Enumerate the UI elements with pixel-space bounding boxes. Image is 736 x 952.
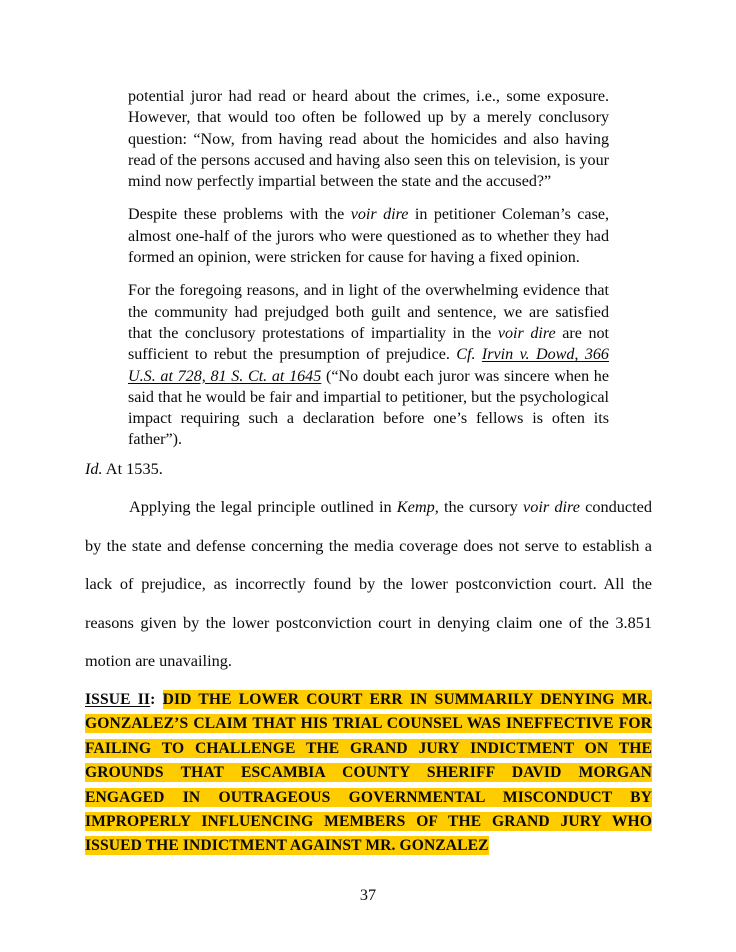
body-paragraph-applying-kemp <box>85 488 652 681</box>
blockquote-p2-text-after-italic: in petitioner Coleman’s case, almost one-half of the jurors who were questioned as to whether they had formed an opinion, were stricken for cause for having a fixed opinion. <box>128 206 610 267</box>
blockquote-paragraph-2 <box>128 204 609 268</box>
body-argument-section <box>85 488 652 681</box>
issue-heading-colon: : <box>150 691 156 708</box>
citation-id-at-1535 <box>85 450 652 489</box>
citation-page-reference: At 1535. <box>102 459 163 478</box>
blockquote-p3-text-1: For the foregoing reasons, and in light of the overwhelming evidence that the community had prejudged both guilt and sentence, we are satisfied that the conclusory protestations of impartiality in the <box>128 282 609 342</box>
blockquote-paragraph-3 <box>128 280 609 450</box>
body-p1-italic-voir-dire: voir dire <box>522 497 580 516</box>
citation-italic-id: Id. <box>85 459 103 478</box>
body-citation-line <box>85 450 652 489</box>
body-p1-text-2: , the cursory <box>434 497 523 516</box>
issue-heading-highlighted-text: DID THE LOWER COURT ERR IN SUMMARILY DENYING MR. GONZALEZ’S CLAIM THAT HIS TRIAL COUNSEL WAS INEFFECTIVE FOR FAILING TO CHALLENGE THE GRAND JURY INDICTMENT ON THE GROUNDS THAT ESCAMBIA COUNTY SHERIFF DAVID MORGAN ENGAGED IN OUTRAGEOUS GOVERNMENTAL MISCONDUCT BY IMPROPERLY INFLUENCING MEMBERS OF THE GRAND JURY WHO ISSUED THE INDICTMENT AGAINST MR. GONZALEZ <box>85 691 652 855</box>
page-number: 37 <box>359 886 377 904</box>
blockquote-p3-case-citation: Irvin v. Dowd, 366 U.S. at 728, 81 S. Ct. at 1645 <box>128 346 609 385</box>
blockquote-section <box>128 86 609 451</box>
blockquote-p3-text-2: are not sufficient to rebut the presumption of prejudice. <box>128 324 610 364</box>
issue-heading-label: ISSUE II <box>85 691 151 708</box>
blockquote-p1-text: potential juror had read or heard about the crimes, i.e., some exposure. However, that would too often be followed up by a merely conclusory question: “Now, from having read about the homicides and also having read of the persons accused and having also seen this on television, is your mind now perfectly impartial between the state and the accused?” <box>128 88 609 191</box>
blockquote-p2-italic-voir-dire: voir dire <box>350 206 409 224</box>
issue-heading-space <box>155 691 162 708</box>
blockquote-p3-text-3: (“No doubt each juror was sincere when he said that he would be fair and impartial to petitioner, but the psychological impact requiring such a declaration before one’s fellows is often its father”). <box>128 367 609 449</box>
issue-heading-paragraph <box>85 688 652 859</box>
body-p1-text-1: Applying the legal principle outlined in <box>129 497 397 516</box>
body-p1-italic-kemp: Kemp <box>396 497 435 516</box>
issue-heading-section <box>85 688 652 859</box>
blockquote-p2-text-before-italic: Despite these problems with the <box>128 206 351 224</box>
blockquote-p3-italic-cf: Cf. <box>456 346 476 364</box>
body-p1-text-3: conducted by the state and defense concerning the media coverage does not serve to establish a lack of prejudice, as incorrectly found by the lower postconviction court. All the reasons given by the lower postconviction court in denying claim one of the 3.851 motion are unavailing. <box>85 497 653 671</box>
blockquote-paragraph-1 <box>128 86 609 192</box>
blockquote-p3-italic-voir-dire: voir dire <box>497 324 556 342</box>
